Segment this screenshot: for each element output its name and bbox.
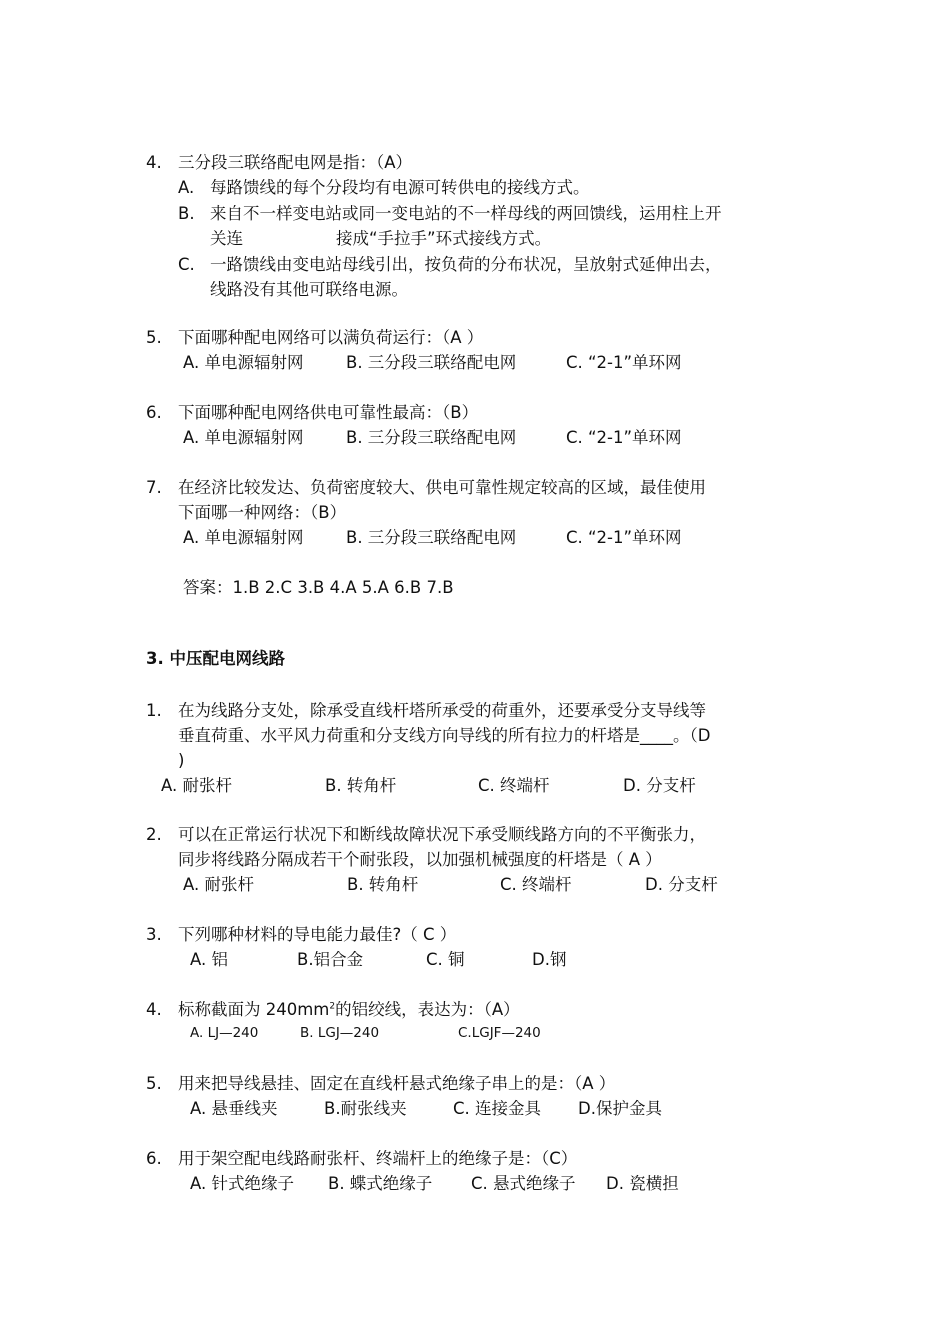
question-stem: 下面哪一种网络：（B） (178, 503, 347, 522)
question-number: 2. (146, 825, 162, 844)
option-b: B. 转角杆 (325, 776, 397, 795)
option-c: C. 铜 (426, 950, 465, 969)
question-stem: 同步将线路分隔成若干个耐张段，以加强机械强度的杆塔是（ A ） (178, 850, 662, 869)
question-stem: 垂直荷重、水平风力荷重和分支线方向导线的所有拉力的杆塔是____。（D (178, 726, 711, 745)
option-a: A. 单电源辐射网 (183, 428, 304, 447)
option-a: A. 单电源辐射网 (183, 353, 304, 372)
option-b: B.铝合金 (297, 950, 364, 969)
option-c: C. “2-1”单环网 (566, 428, 682, 447)
option-a: A. 针式绝缘子 (190, 1174, 294, 1193)
question-stem (178, 997, 520, 1022)
question-stem: 下面哪种配电网络供电可靠性最高：（B） (178, 403, 479, 422)
option-d: D.保护金具 (578, 1099, 662, 1118)
option-label: A. (178, 178, 195, 197)
option-text: 来自不一样变电站或同一变电站的不一样母线的两回馈线，运用柱上开 (210, 204, 722, 223)
answer-key: 答案：1.B 2.C 3.B 4.A 5.A 6.B 7.B (183, 578, 454, 597)
option-b: B. 蝶式绝缘子 (328, 1174, 433, 1193)
question-stem: 在为线路分支处，除承受直线杆塔所承受的荷重外，还要承受分支导线等 (178, 701, 706, 720)
option-label: B. (178, 204, 195, 223)
question-number: 6. (146, 403, 162, 422)
option-d: D. 分支杆 (623, 776, 696, 795)
option-a: A. 单电源辐射网 (183, 528, 304, 547)
option-b: B. 三分段三联络配电网 (346, 528, 517, 547)
option-a: A. 铝 (190, 950, 228, 969)
option-c: C. 连接金具 (453, 1099, 542, 1118)
stem-text: 标称截面为 240mm (178, 1000, 330, 1019)
option-a: A. 耐张杆 (161, 776, 232, 795)
option-b: B.耐张线夹 (324, 1099, 407, 1118)
superscript: 2 (329, 1001, 336, 1012)
question-stem: 下列哪种材料的导电能力最佳?（ C ） (178, 925, 457, 944)
question-number: 5. (146, 328, 162, 347)
option-text: 线路没有其他可联络电源。 (210, 280, 408, 299)
option-c: C. 终端杆 (478, 776, 550, 795)
option-a: A. LJ—240 (190, 1025, 259, 1041)
option-a: A. 耐张杆 (183, 875, 254, 894)
option-d: D.钢 (532, 950, 567, 969)
question-stem: 在经济比较发达、负荷密度较大、供电可靠性规定较高的区域，最佳使用 (178, 478, 706, 497)
option-d: D. 分支杆 (645, 875, 718, 894)
section-heading: 3. 中压配电网线路 (146, 649, 285, 668)
question-stem: 用来把导线悬挂、固定在直线杆悬式绝缘子串上的是：（A ） (178, 1074, 616, 1093)
option-b: B. 三分段三联络配电网 (346, 353, 517, 372)
option-b: B. 转角杆 (347, 875, 419, 894)
option-b: B. 三分段三联络配电网 (346, 428, 517, 447)
option-c: C. “2-1”单环网 (566, 528, 682, 547)
question-stem: 用于架空配电线路耐张杆、终端杆上的绝缘子是：（C） (178, 1149, 578, 1168)
option-label: C. (178, 255, 195, 274)
question-number: 3. (146, 925, 162, 944)
question-stem: 可以在正常运行状况下和断线故障状况下承受顺线路方向的不平衡张力， (178, 825, 706, 844)
option-c: C. 悬式绝缘子 (471, 1174, 576, 1193)
option-d: D. 瓷横担 (606, 1174, 679, 1193)
question-number: 1. (146, 701, 162, 720)
option-c: C. “2-1”单环网 (566, 353, 682, 372)
stem-text: 的铝绞线，表达为：（A） (335, 1000, 520, 1019)
option-a: A. 悬垂线夹 (190, 1099, 278, 1118)
option-c: C. 终端杆 (500, 875, 572, 894)
question-stem: 三分段三联络配电网是指：（A） (178, 153, 413, 172)
option-c: C.LGJF—240 (458, 1025, 541, 1041)
option-text: 关连 (210, 229, 243, 248)
question-number: 4. (146, 153, 162, 172)
question-stem: ) (178, 751, 185, 770)
question-number: 7. (146, 478, 162, 497)
question-number: 6. (146, 1149, 162, 1168)
option-text: 接成“手拉手”环式接线方式。 (336, 229, 552, 248)
option-text: 每路馈线的每个分段均有电源可转供电的接线方式。 (210, 178, 590, 197)
option-b: B. LGJ—240 (300, 1025, 380, 1041)
question-number: 4. (146, 1000, 162, 1019)
option-text: 一路馈线由变电站母线引出，按负荷的分布状况，呈放射式延伸出去， (210, 255, 722, 274)
question-stem: 下面哪种配电网络可以满负荷运行：（A ） (178, 328, 484, 347)
question-number: 5. (146, 1074, 162, 1093)
